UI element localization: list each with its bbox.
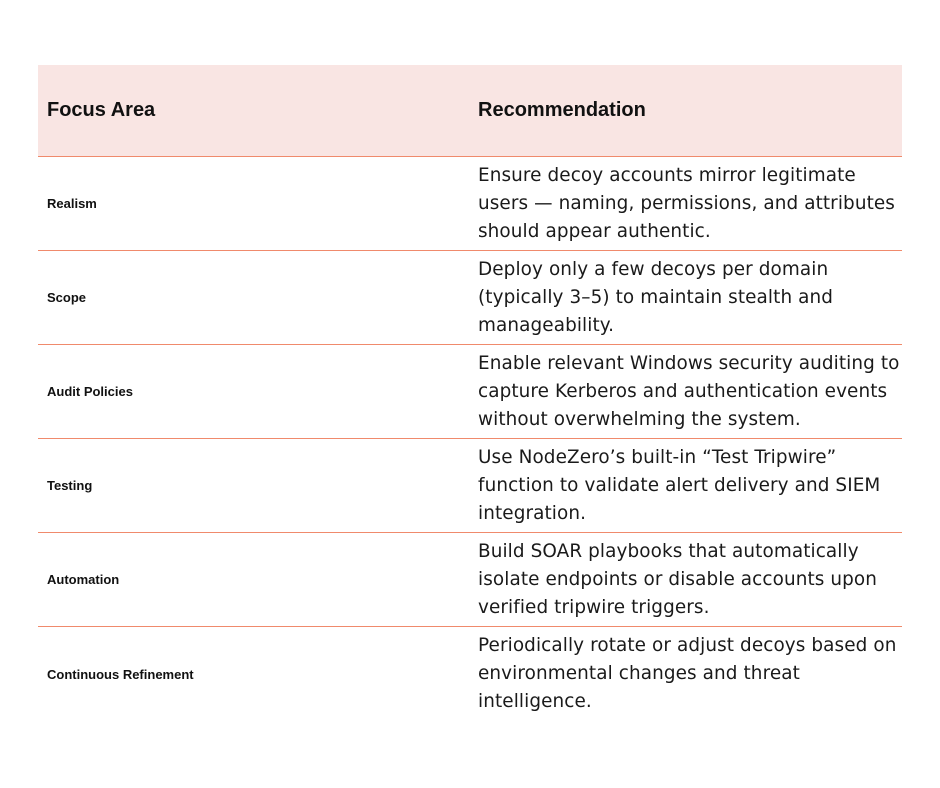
recommendation-cell: Deploy only a few decoys per domain (typically 3–5) to maintain stealth and manageability. [478,258,834,336]
table-row [38,627,902,721]
table-row [38,439,902,533]
focus-area-cell: Realism [47,196,97,211]
recommendation-cell: Periodically rotate or adjust decoys based on environmental changes and threat intelligence. [478,635,897,712]
focus-area-cell: Scope [47,290,87,305]
recommendation-cell: Use NodeZero’s built-in “Test Tripwire” function to validate alert delivery and SIEM integration. [478,446,881,524]
table-row [38,251,902,345]
header-recommendation: Recommendation [478,99,646,121]
recommendation-cell: Ensure decoy accounts mirror legitimate users — naming, permissions, and attributes should appear authentic. [478,164,895,242]
recommendation-cell: Build SOAR playbooks that automatically isolate endpoints or disable accounts upon verified tripwire triggers. [478,540,878,618]
recommendation-cell: Enable relevant Windows security auditing to capture Kerberos and authentication events without overwhelming the system. [478,352,900,430]
focus-area-cell: Automation [47,572,120,587]
table-row [38,533,902,627]
table-row [38,345,902,439]
recommendations-table [38,65,902,721]
focus-area-cell: Testing [47,478,93,493]
focus-area-cell: Continuous Refinement [47,666,194,682]
header-focus-area: Focus Area [47,99,156,121]
table-row [38,157,902,251]
table-header [38,65,902,157]
focus-area-cell: Audit Policies [47,384,133,399]
